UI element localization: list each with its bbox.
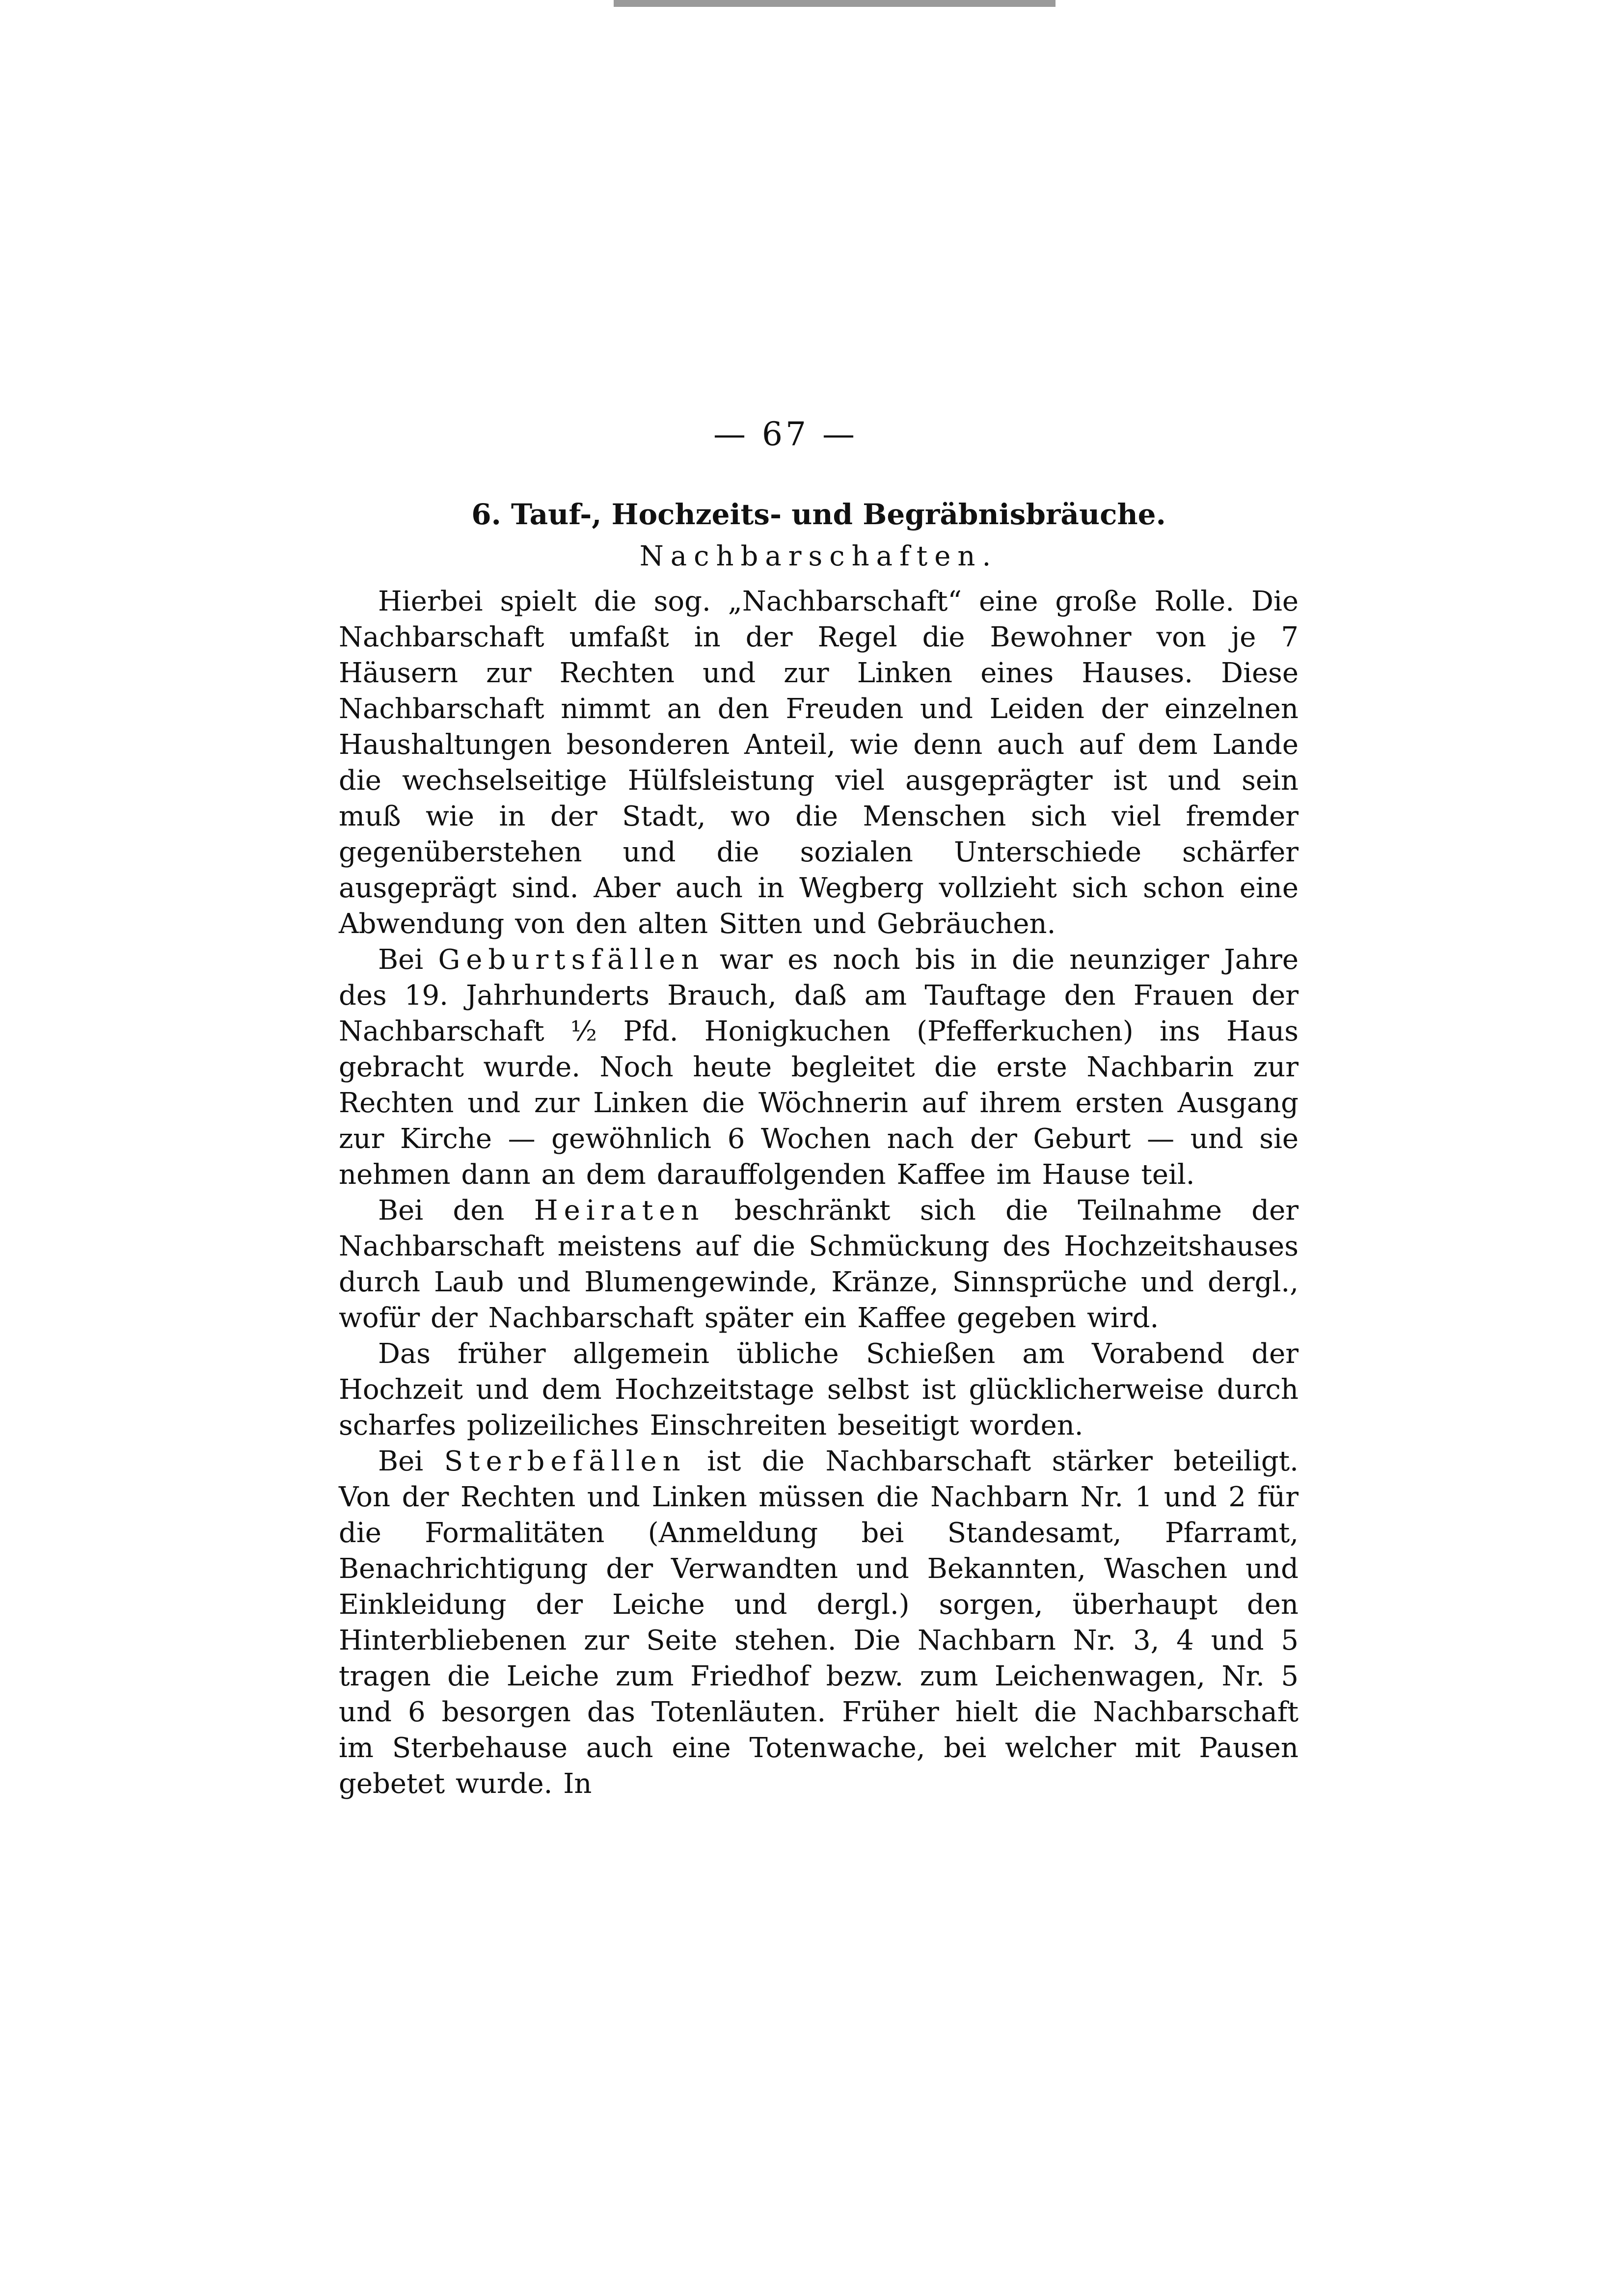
- paragraph-intro-text: Hierbei spielt die sog. „Nachbarschaft“ eine große Rolle. Die Nachbarschaft umfaßt in der Regel die Bewohner von je 7 Häusern zur Rechten und zur Linken eines Hauses. Diese Nachbarschaft nimmt an den Freuden und Leiden der einzelnen Haushaltungen besonderen Anteil, wie denn auch auf dem Lande die wechselseitige Hülfsleistung viel ausgeprägter ist und sein muß wie in der Stadt, wo die Menschen sich viel fremder gegenüberstehen und die sozialen Unterschiede schärfer ausgeprägt sind. Aber auch in Wegberg vollzieht sich schon eine Abwendung von den alten Sitten und Gebräuchen.: [339, 586, 1299, 940]
- paragraph-deaths-text: ist die Nachbarschaft stärker beteiligt. Von der Rechten und Linken müssen die Nachbarn Nr. 1 und 2 für die Formalitäten (Anmeldung bei Standesamt, Pfarramt, Benachrichtigung der Verwandten und Bekannten, Waschen und Einkleidung der Leiche und dergl.) sorgen, überhaupt den Hinterbliebenen zur Seite stehen. Die Nachbarn Nr. 3, 4 und 5 tragen die Leiche zum Friedhof bezw. zum Leichenwagen, Nr. 5 und 6 besorgen das Totenläuten. Früher hielt die Nachbarschaft im Sterbehause auch eine Totenwache, bei welcher mit Pausen gebetet wurde. In: [339, 1445, 1299, 1800]
- paragraph-deaths-lead: Bei: [378, 1445, 444, 1477]
- section-heading: 6. Tauf-, Hochzeits- und Begräbnisbräuche.: [471, 498, 1166, 531]
- paragraph-births-text: war es noch bis in die neunziger Jahre des 19. Jahrhunderts Brauch, daß am Tauftage den Frauen der Nachbarschaft ½ Pfd. Honigkuchen (Pfefferkuchen) ins Haus gebracht wurde. Noch heute begleitet die erste Nachbarin zur Rechten und zur Linken die Wöchnerin auf ihrem ersten Ausgang zur Kirche — gewöhnlich 6 Wochen nach der Geburt — und sie nehmen dann an dem darauffolgenden Kaffee im Hause teil.: [339, 944, 1299, 1191]
- paragraph-deaths: [339, 1443, 1299, 1802]
- page-number: — 67 —: [713, 415, 858, 453]
- paragraph-weddings: [339, 1193, 1299, 1336]
- paragraph-shooting: [339, 1336, 1299, 1443]
- section-subheading: Nachbarschaften.: [639, 540, 998, 572]
- text-block: [339, 493, 1299, 1802]
- paragraph-births: [339, 942, 1299, 1193]
- paragraph-shooting-text: Das früher allgemein übliche Schießen am Vorabend der Hochzeit und dem Hochzeitstage selbst ist glücklicherweise durch scharfes polizeiliches Einschreiten beseitigt worden.: [339, 1338, 1299, 1442]
- paragraph-weddings-keyword: Heiraten: [534, 1195, 705, 1227]
- scan-edge-bar: [614, 0, 1056, 7]
- paragraph-deaths-keyword: Sterbefällen: [444, 1445, 686, 1477]
- paragraph-births-lead: Bei: [378, 944, 424, 976]
- paragraph-births-keyword: Geburtsfällen: [438, 944, 705, 976]
- paragraph-weddings-lead: Bei den: [378, 1195, 534, 1227]
- paragraph-weddings-text: beschränkt sich die Teilnahme der Nachbarschaft meistens auf die Schmückung des Hochzeitshauses durch Laub und Blumengewinde, Kränze, Sinnsprüche und dergl., wofür der Nachbarschaft später ein Kaffee gegeben wird.: [339, 1195, 1299, 1334]
- paragraph-intro: [339, 584, 1299, 942]
